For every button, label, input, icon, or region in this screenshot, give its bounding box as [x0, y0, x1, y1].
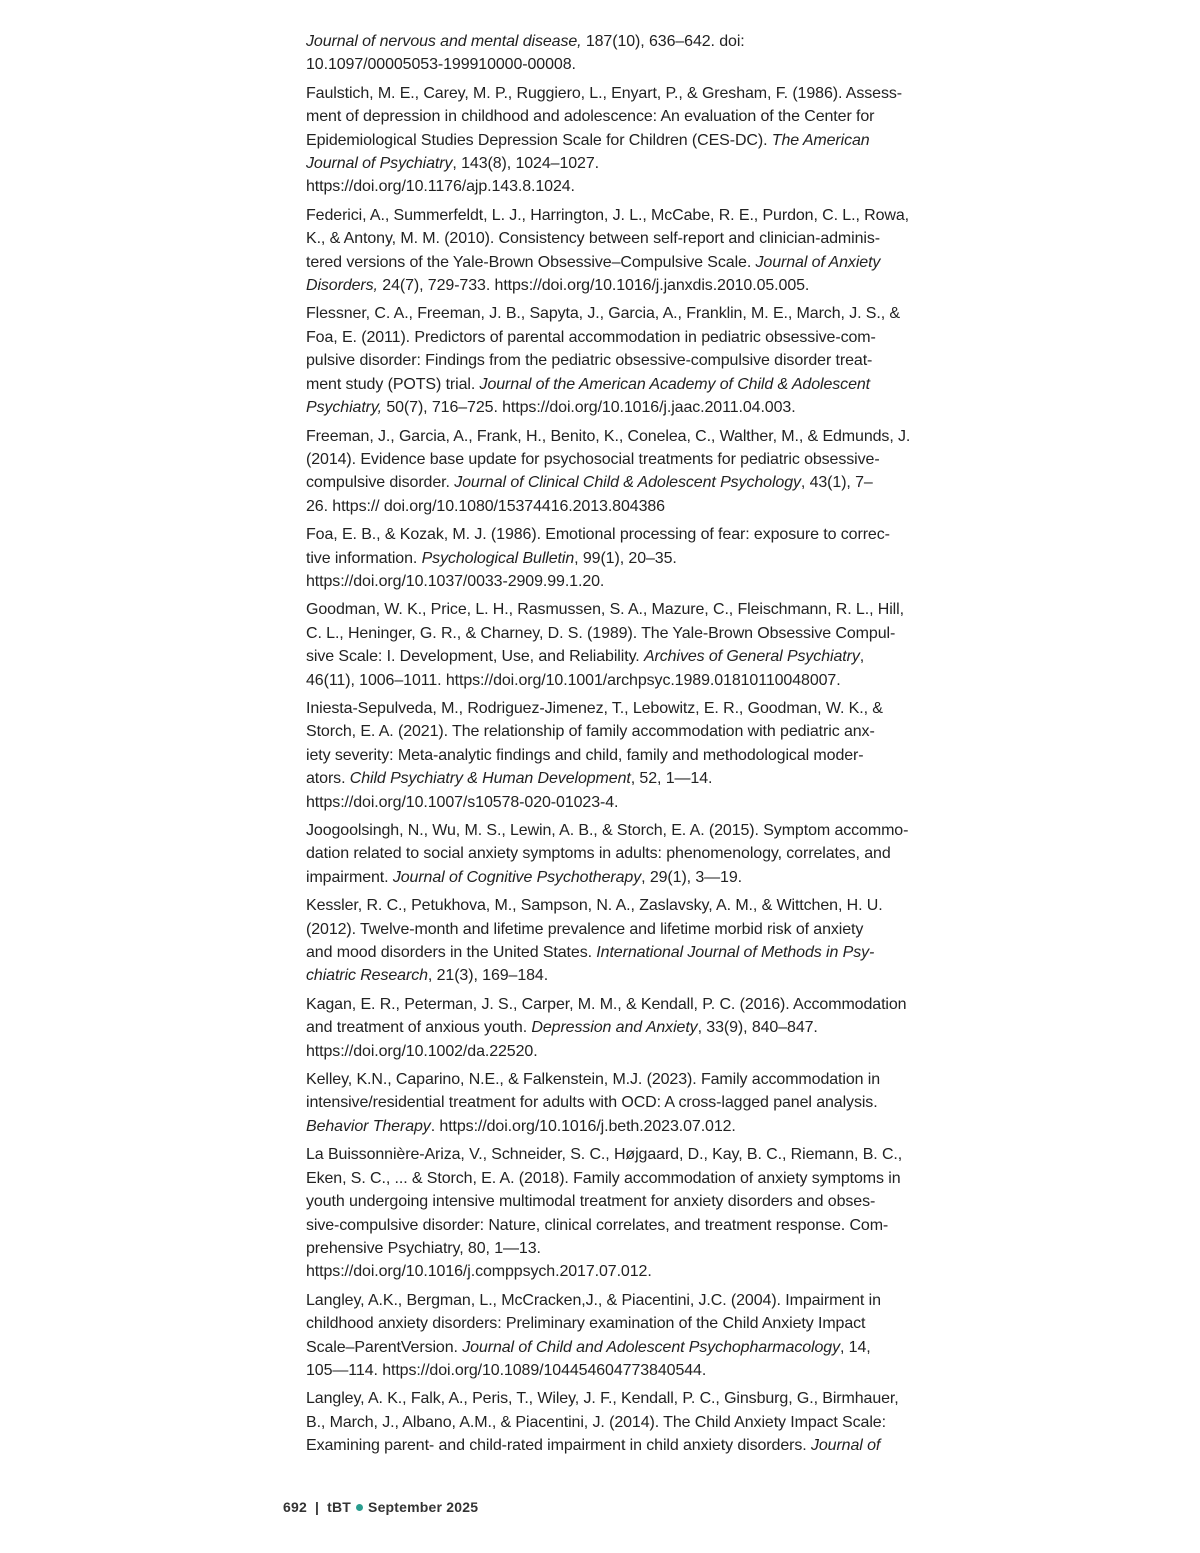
reference-list	[306, 30, 920, 1463]
reference-italic-text: Journal of the American Academy of Child & Adolescent Psychiatry,	[306, 375, 871, 417]
reference-text: Federici, A., Summerfeldt, L. J., Harrington, J. L., McCabe, R. E., Purdon, C. L., Rowa, K., & Antony, M. M. (2010). Consistency between self-report and clinician-adminis- tered versions of the Yale-Brown Obsessive–Compulsive Scale.	[306, 206, 909, 271]
reference-italic-text: Journal of Child and Adolescent Psychopharmacology	[462, 1338, 840, 1356]
page-number: 692	[283, 1499, 307, 1515]
journal-abbreviation: tBT	[327, 1499, 352, 1515]
reference-entry	[306, 523, 920, 593]
reference-entry	[306, 1387, 920, 1457]
reference-italic-text: Journal of nervous and mental disease,	[306, 33, 582, 50]
reference-text: Langley, A. K., Falk, A., Peris, T., Wiley, J. F., Kendall, P. C., Ginsburg, G., Birmhauer, B., March, J., Albano, A.M., & Piacentini, J. (2014). The Child Anxiety Impact Scale: Examining parent- and child-rated impairment in child anxiety disorders.	[306, 1390, 899, 1455]
issue-date: September 2025	[368, 1499, 479, 1515]
reference-entry	[306, 894, 920, 988]
reference-text: Kagan, E. R., Peterman, J. S., Carper, M. M., & Kendall, P. C. (2016). Accommodation and treatment of anxious youth.	[306, 995, 907, 1037]
reference-entry	[306, 425, 920, 519]
reference-text: Iniesta-Sepulveda, M., Rodriguez-Jimenez, T., Lebowitz, E. R., Goodman, W. K., & Storch, E. A. (2021). The relationship of family accommodation with pediatric anx- iety severity: Meta-analytic findings and child, family and methodological moder- ators.	[306, 699, 883, 788]
reference-text: Kessler, R. C., Petukhova, M., Sampson, N. A., Zaslavsky, A. M., & Wittchen, H. U. (2012). Twelve‐month and lifetime prevalence and lifetime morbid risk of anxiety and mood disorders in the United States.	[306, 897, 883, 962]
reference-text: Goodman, W. K., Price, L. H., Rasmussen, S. A., Mazure, C., Fleischmann, R. L., Hill, C. L., Heninger, G. R., & Charney, D. S. (1989). The Yale-Brown Obsessive Compul- sive Scale: I. Development, Use, and Reliability.	[306, 601, 904, 666]
reference-entry	[306, 204, 920, 298]
reference-italic-text: Journal of Clinical Child & Adolescent Psychology	[454, 474, 801, 492]
reference-text: La Buissonnière-Ariza, V., Schneider, S. C., Højgaard, D., Kay, B. C., Riemann, B. C., Eken, S. C., ... & Storch, E. A. (2018). Family accommodation of anxiety symptoms in youth undergoing intensive multimodal treatment for anxiety disorders and obses- sive-compulsive disorder: Nature, clinical correlates, and treatment response. Com- prehensive Psychiatry, 80, 1—13. https://doi.org/10.1016/j.comppsych.2017.07.012.	[306, 1146, 903, 1281]
reference-entry	[306, 1289, 920, 1383]
reference-italic-text: Behavior Therapy	[306, 1117, 431, 1135]
bullet-dot-icon	[356, 1504, 363, 1511]
reference-italic-text: Depression and Anxiety	[531, 1019, 698, 1037]
reference-text: Faulstich, M. E., Carey, M. P., Ruggiero, L., Enyart, P., & Gresham, F. (1986). Assess- ment of depression in childhood and adolescence: An evaluation of the Center for Epidemiological Studies Depression Scale for Children (CES-DC).	[306, 84, 902, 149]
reference-italic-text: Archives of General Psychiatry	[643, 648, 860, 666]
reference-text: Kelley, K.N., Caparino, N.E., & Falkenstein, M.J. (2023). Family accommodation in intensive/residential treatment for adults with OCD: A cross-lagged panel analysis.	[306, 1071, 881, 1112]
reference-italic-text: Psychological Bulletin	[421, 549, 575, 567]
reference-italic-text: Child Psychiatry & Human Development	[349, 770, 631, 788]
reference-text: Joogoolsingh, N., Wu, M. S., Lewin, A. B., & Storch, E. A. (2015). Symptom accommo- dation related to social anxiety symptoms in adults: phenomenology, correlates, and impairment.	[306, 822, 909, 886]
reference-entry	[306, 598, 920, 692]
reference-text: . https://doi.org/10.1016/j.beth.2023.07.012.	[430, 1117, 736, 1135]
reference-entry	[306, 82, 920, 199]
reference-text: , 43(1), 7– 26. https:// doi.org/10.1080/15374416.2013.804386	[306, 474, 873, 515]
reference-text: Flessner, C. A., Freeman, J. B., Sapyta, J., Garcia, A., Franklin, M. E., March, J. S., & Foa, E. (2011). Predictors of parental accommodation in pediatric obsessive-com- pulsive disorder: Findings from the pediatric obsessive-compulsive disorder treat- ment study (POTS) trial.	[306, 305, 900, 393]
reference-text: 24(7), 729-733. https://doi.org/10.1016/j.janxdis.2010.05.005.	[377, 277, 810, 295]
reference-italic-text: International Journal of Methods in Psy- chiatric Research	[306, 944, 875, 985]
reference-italic-text: The American Journal of Psychiatry	[306, 131, 870, 173]
reference-italic-text: Journal of Cognitive Psychotherapy	[392, 868, 642, 886]
reference-entry	[306, 697, 920, 814]
reference-text: 187(10), 636–642. doi: 10.1097/00005053-199910000-00008.	[306, 33, 745, 74]
reference-text: Foa, E. B., & Kozak, M. J. (1986). Emotional processing of fear: exposure to correc- tive information.	[306, 526, 890, 567]
reference-text: , 52, 1—14. https://doi.org/10.1007/s10578-020-01023-4.	[306, 770, 713, 811]
reference-entry	[306, 1143, 920, 1283]
reference-text: , 143(8), 1024–1027. https://doi.org/10.1176/ajp.143.8.1024.	[306, 155, 599, 196]
reference-text: Langley, A.K., Bergman, L., McCracken,J., & Piacentini, J.C. (2004). Impairment in childhood anxiety disorders: Preliminary examination of the Child Anxiety Impact Scale–ParentVersion.	[306, 1291, 881, 1356]
reference-text: , 33(9), 840–847. https://doi.org/10.1002/da.22520.	[306, 1019, 818, 1060]
reference-text: , 21(3), 169–184.	[427, 967, 549, 985]
reference-entry	[306, 819, 920, 889]
reference-entry	[306, 993, 920, 1063]
reference-entry	[306, 30, 920, 77]
page-footer	[283, 1499, 478, 1515]
reference-text: , 46(11), 1006–1011. https://doi.org/10.1001/archpsyc.1989.01810110048007.	[306, 648, 865, 689]
reference-entry	[306, 1068, 920, 1138]
reference-entry	[306, 302, 920, 419]
reference-text: , 14, 105—114. https://doi.org/10.1089/104454604773840544.	[306, 1338, 871, 1379]
reference-text: 50(7), 716–725. https://doi.org/10.1016/j.jaac.2011.04.003.	[381, 399, 796, 417]
reference-italic-text: Journal of Anxiety Disorders,	[306, 253, 881, 295]
reference-text: Freeman, J., Garcia, A., Frank, H., Benito, K., Conelea, C., Walther, M., & Edmunds, J. (2014). Evidence base update for psychosocial treatments for pediatric obsessive- compulsive disorder.	[306, 427, 911, 492]
footer-separator: |	[314, 1499, 320, 1515]
reference-text: , 29(1), 3—19.	[641, 868, 742, 886]
reference-text: , 99(1), 20–35. https://doi.org/10.1037/0033-2909.99.1.20.	[306, 549, 677, 590]
reference-italic-text: Journal of	[810, 1437, 881, 1455]
